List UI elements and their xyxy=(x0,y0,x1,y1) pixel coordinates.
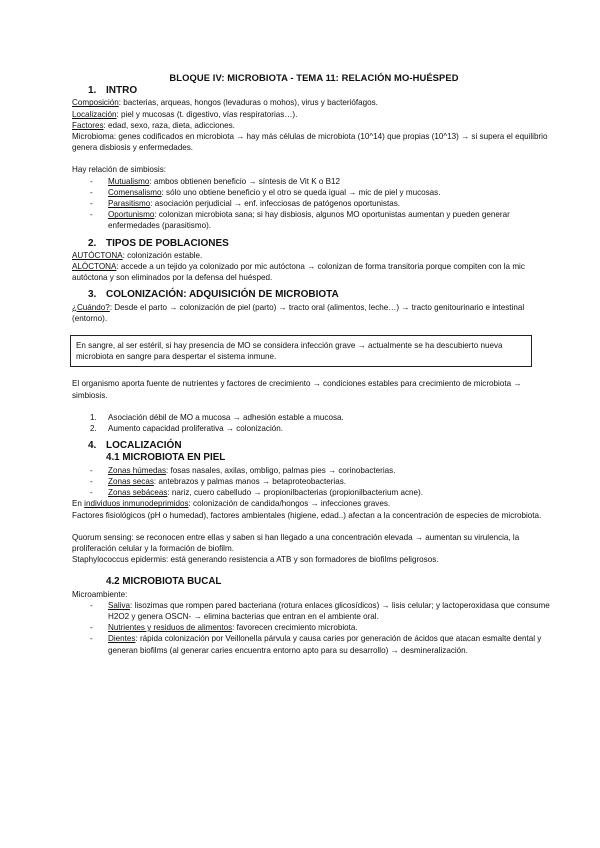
section-heading-colonizacion xyxy=(72,289,556,300)
item-label: Parasitismo xyxy=(108,199,151,209)
list-item xyxy=(72,465,556,476)
bucal-list xyxy=(72,600,556,656)
autoctona-line xyxy=(72,250,556,261)
list-item xyxy=(72,633,556,655)
item-text: : asociación perjudicial → enf. infecciosas de patógenos oportunistas. xyxy=(150,199,400,209)
section-heading-intro xyxy=(72,85,556,96)
item-label: Saliva xyxy=(108,600,131,610)
note-box-text: En sangre, al ser estéril, si hay presencia de MO se considera infección grave → actualmente se ha descubierto nueva microbiota en sangre para despertar el sistema inmune. xyxy=(76,341,503,362)
composicion-line xyxy=(72,97,556,108)
step-text: Aumento capacidad proliferativa → colonización. xyxy=(108,424,284,434)
section-number: 1. xyxy=(88,85,97,97)
subsection-heading-piel: 4.1 MICROBIOTA EN PIEL xyxy=(106,452,226,464)
list-item xyxy=(72,198,556,209)
list-item xyxy=(72,412,556,423)
colonizacion-steps xyxy=(72,412,556,434)
list-item xyxy=(72,423,556,434)
section-title: COLONIZACIÓN: ADQUISICIÓN DE MICROBIOTA xyxy=(106,289,339,301)
cuando-line xyxy=(72,302,556,324)
item-text: : lisozimas que rompen pared bacteriana (rotura enlaces glicosídicos) → lisis celular; y lactoperoxidasa que consume H2O2 y genera OSCN- → elimina bacterias que entran en el ambiente oral. xyxy=(108,600,550,621)
item-text: : antebrazos y palmas manos → betaproteobacterias. xyxy=(153,476,346,486)
item-text: : rápida colonización por Veillonella párvula y causa caries por generación de ácidos que atacan esmalte dental y generan biofilms (al generar caries encuentra entorno apto para su desarrollo) → desmineralización. xyxy=(108,634,542,655)
cuando-label: ¿Cuándo? xyxy=(72,302,110,312)
item-label: Dientes xyxy=(108,634,136,644)
composicion-label: Composición xyxy=(72,98,119,108)
inmunodeprimidos-line xyxy=(72,498,556,509)
autoctona-label: AUTÓCTONA xyxy=(72,250,123,260)
step-number: 2. xyxy=(90,424,97,434)
section-title: TIPOS DE POBLACIONES xyxy=(106,237,229,249)
item-label: Zonas sebáceas xyxy=(108,488,168,498)
list-item xyxy=(72,176,556,187)
list-item xyxy=(72,476,556,487)
aloctona-line xyxy=(72,261,556,283)
quorum-paragraph: Quorum sensing: se reconocen entre ellas y saben si han llegado a una concentración elevada → aumentan su virulencia, la proliferación celular y la formación de biofilm. xyxy=(72,532,520,553)
composicion-text: : bacterias, arqueas, hongos (levaduras o mohos), virus y bacteriófagos. xyxy=(118,98,378,108)
section-number: 2. xyxy=(88,237,97,249)
localizacion-label: Localización xyxy=(72,109,117,119)
microambiente-label: Microambiente: xyxy=(72,589,128,599)
note-box xyxy=(70,335,532,367)
localizacion-text: : piel y mucosas (t. digestivo, vías respiratorias…). xyxy=(116,109,298,119)
staph-paragraph: Staphylococcus epidermis: está generando resistencia a ATB y son formadores de biofilms peligrosos. xyxy=(72,555,439,565)
page-title: BLOQUE IV: MICROBIOTA - TEMA 11: RELACIÓN MO-HUÉSPED xyxy=(169,72,459,83)
list-item xyxy=(72,487,556,498)
item-label: Zonas húmedas xyxy=(108,465,167,475)
list-item xyxy=(72,600,556,622)
item-text: : fosas nasales, axilas, ombligo, palmas pies → corinobacterias. xyxy=(166,465,396,475)
item-text: : colonizan microbiota sana; si hay disbiosis, algunos MO oportunistas aumentan y pueden generar enfermedades (parasitismo). xyxy=(108,210,510,231)
inmuno-label: individuos inmunodeprimidos xyxy=(84,499,189,509)
autoctona-text: : colonización estable. xyxy=(122,250,203,260)
simbiosis-intro: Hay relación de simbiosis: xyxy=(72,165,167,175)
item-text: : sólo uno obtiene beneficio y el otro se queda igual → mic de piel y mucosas. xyxy=(161,187,441,197)
section-heading-poblaciones xyxy=(72,238,556,249)
section-number: 3. xyxy=(88,289,97,301)
organismo-paragraph: El organismo aporta fuente de nutrientes y factores de crecimiento → condiciones estables para crecimiento de microbiota → simbiosis. xyxy=(72,379,522,400)
simbiosis-list xyxy=(72,176,556,232)
factores-label: Factores xyxy=(72,120,104,130)
list-item xyxy=(72,622,556,633)
section-number: 4. xyxy=(88,440,97,452)
section-title: LOCALIZACIÓN xyxy=(106,440,182,452)
inmuno-prefix: En xyxy=(72,499,85,509)
list-item xyxy=(72,209,556,231)
list-item xyxy=(72,187,556,198)
factores-paragraph: Factores fisiológicos (pH o humedad), factores ambientales (higiene, edad..) afectan a la concentración de especies de microbiota. xyxy=(72,510,542,520)
item-label: Oportunismo xyxy=(108,210,155,220)
localizacion-line xyxy=(72,109,556,120)
cuando-text: : Desde el parto → colonización de piel (parto) → tracto oral (alimentos, leche…) → tracto genitourinario e intestinal (entorno). xyxy=(72,302,525,323)
step-text: Asociación débil de MO a mucosa → adhesión estable a mucosa. xyxy=(108,412,344,422)
item-label: Nutrientes y residuos de alimentos xyxy=(108,623,233,633)
inmuno-text: : colonización de candida/hongos → infecciones graves. xyxy=(188,499,391,509)
factores-text: : edad, sexo, raza, dieta, adicciones. xyxy=(103,120,235,130)
item-label: Comensalismo xyxy=(108,187,162,197)
microbioma-paragraph: Microbioma: genes codificados en microbiota → hay más células de microbiota (10^14) que propias (10^13) → si supera el equilibrio genera disbiosis y enfermedades. xyxy=(72,132,548,153)
subsection-heading-bucal: 4.2 MICROBIOTA BUCAL xyxy=(106,576,222,588)
item-label: Mutualismo xyxy=(108,176,150,186)
item-text: : favorecen crecimiento microbiota. xyxy=(232,623,358,633)
item-label: Zonas secas xyxy=(108,476,154,486)
factores-line xyxy=(72,120,556,131)
item-text: : nariz, cuero cabelludo → propionilbacterias (propionilbacterium acne). xyxy=(167,488,423,498)
section-heading-localizacion xyxy=(72,440,556,451)
item-text: : ambos obtienen beneficio → síntesis de Vit K o B12 xyxy=(149,176,341,186)
zonas-list xyxy=(72,465,556,499)
step-number: 1. xyxy=(90,412,97,422)
section-title: INTRO xyxy=(106,85,138,97)
aloctona-text: : accede a un tejido ya colonizado por mic autóctona → colonizan de forma transitoria porque compiten con la mic autóctona y son eliminados por la defensa del huésped. xyxy=(72,262,525,283)
aloctona-label: ALÓCTONA xyxy=(72,262,117,272)
